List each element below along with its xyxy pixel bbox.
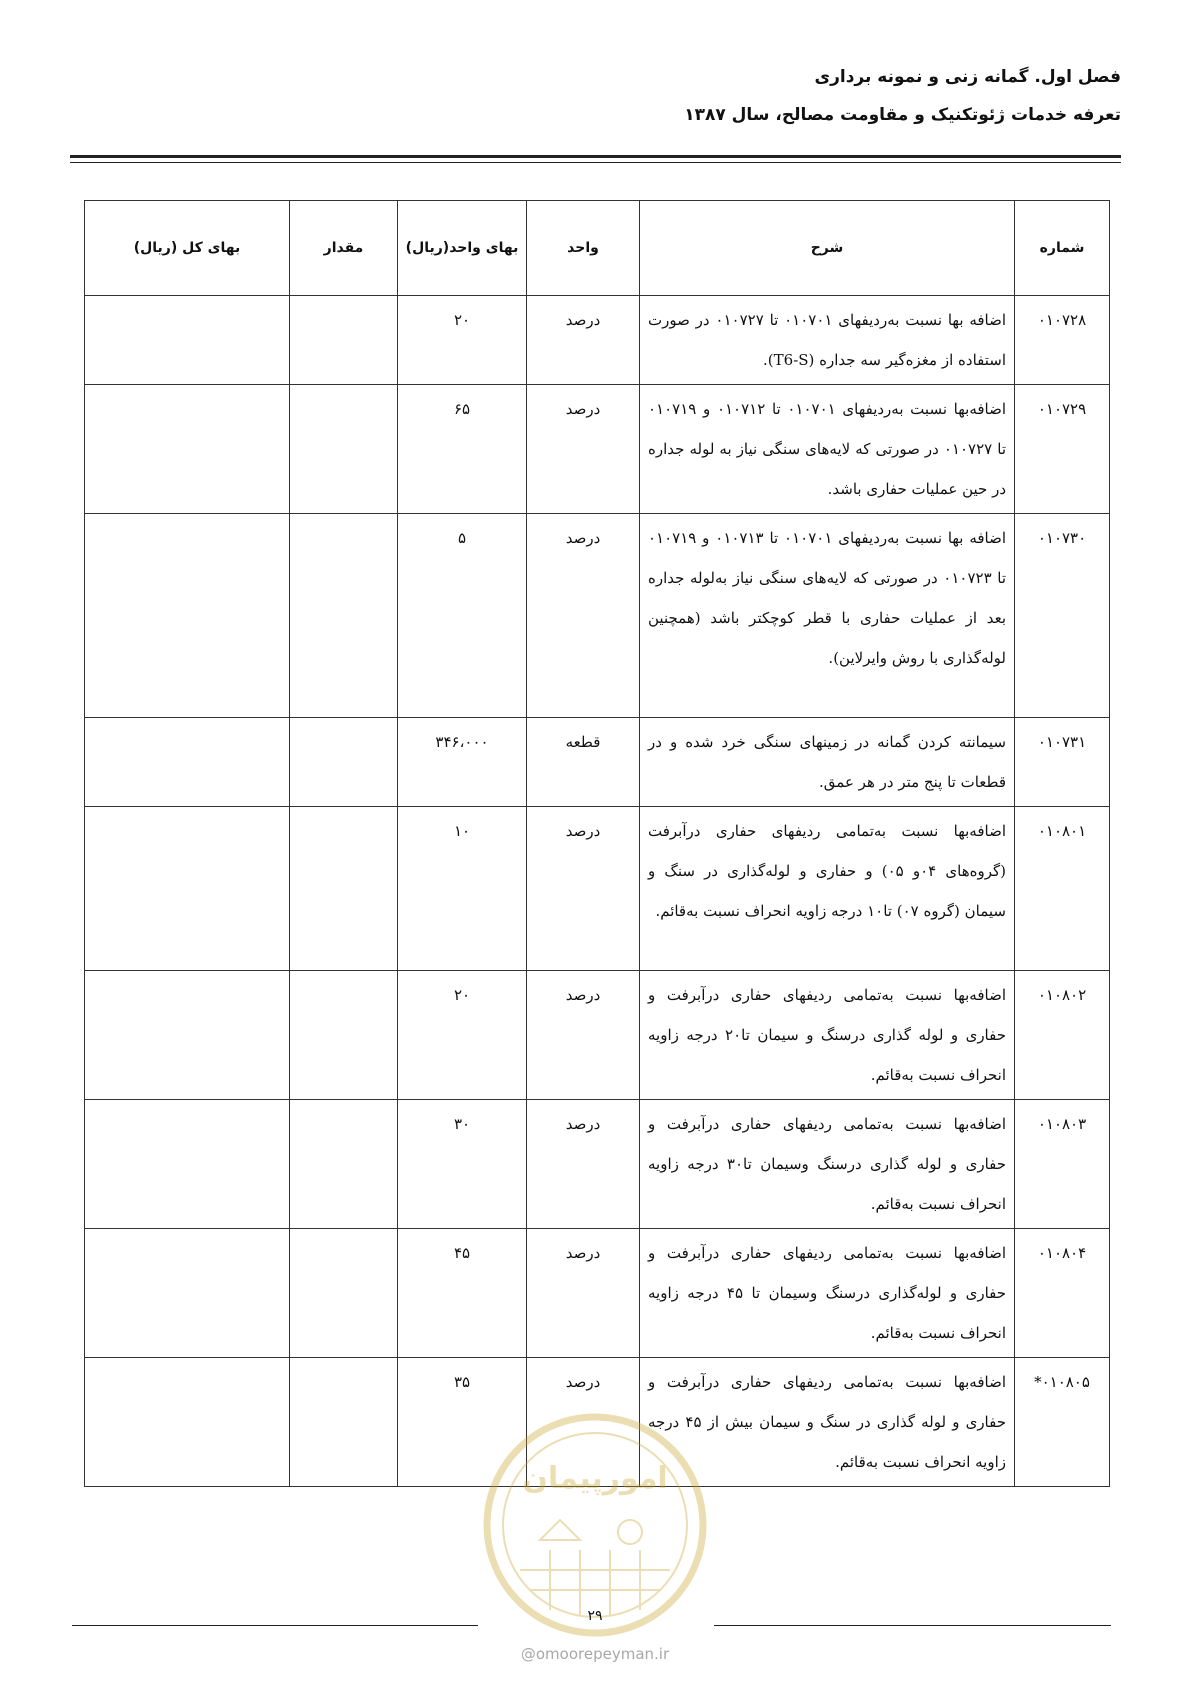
row-description: اضافه‌بها نسبت به‌تمامی ردیفهای حفاری درآبرفت و حفاری و لوله‌گذاری درسنگ وسیمان تا ۴۵ درجه زاویه انحراف نسبت به‌قائم. bbox=[640, 1229, 1015, 1358]
row-total bbox=[85, 1100, 290, 1229]
row-number: ۰۱۰۸۰۱ bbox=[1015, 807, 1110, 971]
row-total bbox=[85, 1229, 290, 1358]
row-quantity bbox=[290, 296, 398, 385]
row-unit-price: ۳۵ bbox=[398, 1358, 527, 1487]
row-description: اضافه‌بها نسبت به‌تمامی ردیفهای حفاری درآبرفت و حفاری و لوله گذاری درسنگ و سیمان تا۲۰ درجه زاویه انحراف نسبت به‌قائم. bbox=[640, 971, 1015, 1100]
row-unit: درصد bbox=[527, 296, 640, 385]
chapter-title: فصل اول. گمانه زنی و نمونه برداری bbox=[814, 67, 1121, 87]
row-total bbox=[85, 971, 290, 1100]
row-number: ۰۱۰۷۲۹ bbox=[1015, 385, 1110, 514]
column-header-description: شرح bbox=[640, 201, 1015, 296]
row-unit: درصد bbox=[527, 1100, 640, 1229]
row-quantity bbox=[290, 1229, 398, 1358]
document-title: تعرفه خدمات ژئوتکنیک و مقاومت مصالح، سال ۱۳۸۷ bbox=[684, 105, 1121, 125]
row-description: اضافه‌بها نسبت به‌تمامی ردیفهای حفاری درآبرفت و حفاری و لوله گذاری درسنگ وسیمان تا۳۰ درجه زاویه انحراف نسبت به‌قائم. bbox=[640, 1100, 1015, 1229]
row-description: اضافه بها نسبت به‌ردیفهای ۰۱۰۷۰۱ تا ۰۱۰۷۲۷ در صورت استفاده از مغزه‌گیر سه جداره (T6-S). bbox=[640, 296, 1015, 385]
column-header-number: شماره bbox=[1015, 201, 1110, 296]
row-unit-price: ۲۰ bbox=[398, 971, 527, 1100]
row-unit: درصد bbox=[527, 807, 640, 971]
row-number: ۰۱۰۸۰۵* bbox=[1015, 1358, 1110, 1487]
row-quantity bbox=[290, 1358, 398, 1487]
row-unit: درصد bbox=[527, 1229, 640, 1358]
row-number: ۰۱۰۸۰۲ bbox=[1015, 971, 1110, 1100]
row-quantity bbox=[290, 718, 398, 807]
table-row bbox=[85, 1100, 1110, 1229]
row-unit: درصد bbox=[527, 971, 640, 1100]
table-row bbox=[85, 296, 1110, 385]
row-description: اضافه‌بها نسبت به‌ردیفهای ۰۱۰۷۰۱ تا ۰۱۰۷۱۲ و ۰۱۰۷۱۹ تا ۰۱۰۷۲۷ در صورتی که لایه‌های سنگی نیاز به لوله جداره در حین عملیات حفاری باشد. bbox=[640, 385, 1015, 514]
row-total bbox=[85, 807, 290, 971]
table-row bbox=[85, 971, 1110, 1100]
row-unit: قطعه bbox=[527, 718, 640, 807]
row-total bbox=[85, 718, 290, 807]
column-header-unit-price: بهای واحد(ریال) bbox=[398, 201, 527, 296]
page-header bbox=[70, 58, 1121, 134]
table-row bbox=[85, 385, 1110, 514]
row-unit-price: ۱۰ bbox=[398, 807, 527, 971]
row-unit-price: ۴۵ bbox=[398, 1229, 527, 1358]
row-total bbox=[85, 514, 290, 718]
watermark-seal-icon bbox=[480, 1410, 710, 1640]
row-quantity bbox=[290, 514, 398, 718]
table-row bbox=[85, 1229, 1110, 1358]
row-number: ۰۱۰۸۰۳ bbox=[1015, 1100, 1110, 1229]
row-description: اضافه‌بها نسبت به‌تمامی ردیفهای حفاری درآبرفت و حفاری و لوله گذاری در سنگ و سیمان بیش از ۴۵ درجه زاویه انحراف نسبت به‌قائم. bbox=[640, 1358, 1015, 1487]
row-total bbox=[85, 296, 290, 385]
row-unit-price: ۵ bbox=[398, 514, 527, 718]
column-header-unit: واحد bbox=[527, 201, 640, 296]
table-row bbox=[85, 514, 1110, 718]
header-rule-thick bbox=[70, 155, 1121, 158]
footer-rule-left bbox=[72, 1625, 478, 1626]
column-header-total: بهای کل (ریال) bbox=[85, 201, 290, 296]
row-unit: درصد bbox=[527, 514, 640, 718]
site-watermark-text: @omoorepeyman.ir bbox=[520, 1645, 670, 1663]
table-row bbox=[85, 718, 1110, 807]
footer-rule-right bbox=[714, 1625, 1111, 1626]
row-unit-price: ۳۰ bbox=[398, 1100, 527, 1229]
row-total bbox=[85, 1358, 290, 1487]
row-quantity bbox=[290, 807, 398, 971]
table-row bbox=[85, 807, 1110, 971]
row-description: اضافه بها نسبت به‌ردیفهای ۰۱۰۷۰۱ تا ۰۱۰۷۱۳ و ۰۱۰۷۱۹ تا ۰۱۰۷۲۳ در صورتی که لایه‌های سنگی نیاز به‌لوله جداره بعد از عملیات حفاری با قطر کوچکتر باشد (همچنین لوله‌گذاری با روش وایرلاین). bbox=[640, 514, 1015, 718]
table-header-row bbox=[85, 201, 1110, 296]
page-number: ۲۹ bbox=[587, 1608, 603, 1624]
header-rule-thin bbox=[70, 162, 1121, 163]
row-unit-price: ۶۵ bbox=[398, 385, 527, 514]
row-number: ۰۱۰۷۲۸ bbox=[1015, 296, 1110, 385]
row-unit: درصد bbox=[527, 385, 640, 514]
row-number: ۰۱۰۷۳۰ bbox=[1015, 514, 1110, 718]
row-unit: درصد bbox=[527, 1358, 640, 1487]
row-description: سیمانته کردن گمانه در زمینهای سنگی خرد شده و در قطعات تا پنج متر در هر عمق. bbox=[640, 718, 1015, 807]
column-header-quantity: مقدار bbox=[290, 201, 398, 296]
row-number: ۰۱۰۷۳۱ bbox=[1015, 718, 1110, 807]
watermark-text: امورپیمان bbox=[522, 1461, 668, 1496]
row-quantity bbox=[290, 1100, 398, 1229]
row-unit-price: ۳۴۶،۰۰۰ bbox=[398, 718, 527, 807]
tariff-table bbox=[84, 200, 1110, 1487]
row-total bbox=[85, 385, 290, 514]
row-unit-price: ۲۰ bbox=[398, 296, 527, 385]
row-quantity bbox=[290, 385, 398, 514]
row-number: ۰۱۰۸۰۴ bbox=[1015, 1229, 1110, 1358]
row-description: اضافه‌بها نسبت به‌تمامی ردیفهای حفاری درآبرفت (گروه‌های ۰۴و ۰۵) و حفاری و لوله‌گذاری در سنگ و سیمان (گروه ۰۷) تا۱۰ درجه زاویه انحراف نسبت به‌قائم. bbox=[640, 807, 1015, 971]
row-quantity bbox=[290, 971, 398, 1100]
